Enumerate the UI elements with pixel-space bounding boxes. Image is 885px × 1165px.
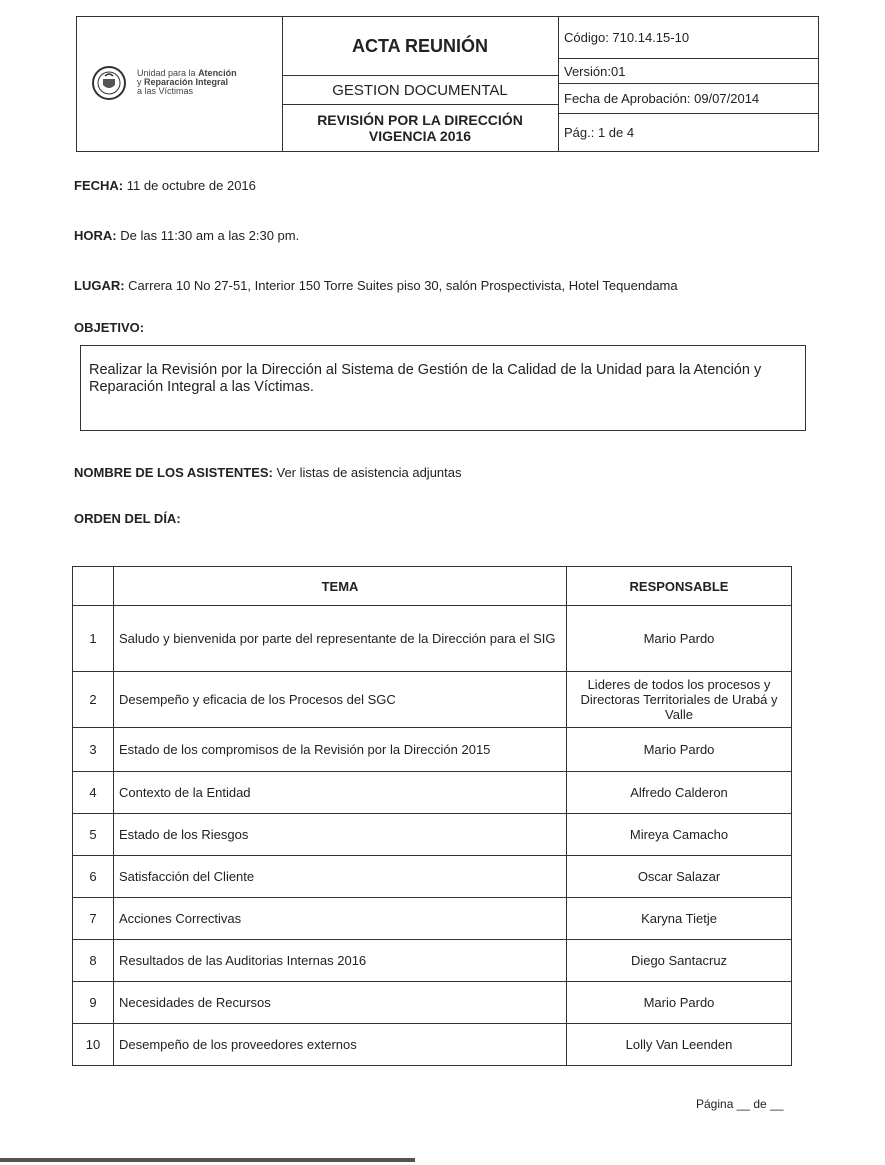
item-responsable: Mario Pardo [567,982,792,1024]
coat-of-arms-icon [91,65,127,101]
agenda-row [73,982,792,1024]
item-responsable: Karyna Tietje [567,898,792,940]
item-number: 6 [73,856,114,898]
objetivo-box: Realizar la Revisión por la Dirección al Sistema de Gestión de la Calidad de la Unidad para la Atención y Reparación Integral a las Víctimas. [80,345,806,431]
logo-cell [77,17,283,151]
page-footer: Página __ de __ [696,1097,784,1111]
document-area: GESTION DOCUMENTAL [282,76,558,105]
item-number: 9 [73,982,114,1024]
document-version: Versión:01 [558,59,818,84]
agenda-row [73,606,792,672]
orden-label: ORDEN DEL DÍA: [74,511,181,526]
item-responsable: Mireya Camacho [567,814,792,856]
agenda-body [73,606,792,1066]
organization-name: Unidad para la Atención y Reparación Integral a las Víctimas [137,68,237,96]
item-responsable: Mario Pardo [567,728,792,772]
approval-date: Fecha de Aprobación: 09/07/2014 [558,84,818,114]
agenda-row [73,1024,792,1066]
agenda-row [73,940,792,982]
document-subject: REVISIÓN POR LA DIRECCIÓN VIGENCIA 2016 [317,112,523,144]
document-header [76,16,819,152]
item-number: 4 [73,772,114,814]
document-code: Código: 710.14.15-10 [558,17,818,59]
item-number: 10 [73,1024,114,1066]
bottom-rule [0,1158,415,1162]
lugar-line: LUGAR: Carrera 10 No 27-51, Interior 150 Torre Suites piso 30, salón Prospectivista, Hotel Tequendama [74,278,678,293]
item-responsable: Mario Pardo [567,606,792,672]
item-tema: Estado de los Riesgos [114,814,567,856]
page-number: Pág.: 1 de 4 [564,125,635,140]
item-tema: Desempeño y eficacia de los Procesos del SGC [114,672,567,728]
item-number: 8 [73,940,114,982]
agenda-row [73,772,792,814]
item-number: 3 [73,728,114,772]
item-responsable: Oscar Salazar [567,856,792,898]
item-tema: Resultados de las Auditorias Internas 2016 [114,940,567,982]
item-tema: Desempeño de los proveedores externos [114,1024,567,1066]
item-number: 5 [73,814,114,856]
item-responsable: Alfredo Calderon [567,772,792,814]
agenda-header-row [73,567,792,606]
objetivo-label: OBJETIVO: [74,320,145,335]
item-tema: Saludo y bienvenida por parte del representante de la Dirección para el SIG [114,606,567,672]
tema-column-header: TEMA [114,567,567,606]
responsable-column-header: RESPONSABLE [567,567,792,606]
item-responsable: Diego Santacruz [567,940,792,982]
agenda-row [73,898,792,940]
item-tema: Estado de los compromisos de la Revisión por la Dirección 2015 [114,728,567,772]
item-responsable: Lolly Van Leenden [567,1024,792,1066]
document-control-cell [558,17,818,151]
title-cell [282,17,559,151]
item-number: 1 [73,606,114,672]
item-tema: Necesidades de Recursos [114,982,567,1024]
number-column-header [73,567,114,606]
agenda-row [73,672,792,728]
agenda-table [72,566,792,1066]
item-tema: Acciones Correctivas [114,898,567,940]
item-responsable: Lideres de todos los procesos y Directoras Territoriales de Urabá y Valle [567,672,792,728]
asistentes-line: NOMBRE DE LOS ASISTENTES: Ver listas de asistencia adjuntas [74,465,462,480]
agenda-row [73,856,792,898]
fecha-line: FECHA: 11 de octubre de 2016 [74,178,256,193]
agenda-row [73,814,792,856]
hora-line: HORA: De las 11:30 am a las 2:30 pm. [74,228,300,243]
agenda-row [73,728,792,772]
item-tema: Satisfacción del Cliente [114,856,567,898]
document-title: ACTA REUNIÓN [282,17,558,76]
item-number: 7 [73,898,114,940]
item-tema: Contexto de la Entidad [114,772,567,814]
item-number: 2 [73,672,114,728]
